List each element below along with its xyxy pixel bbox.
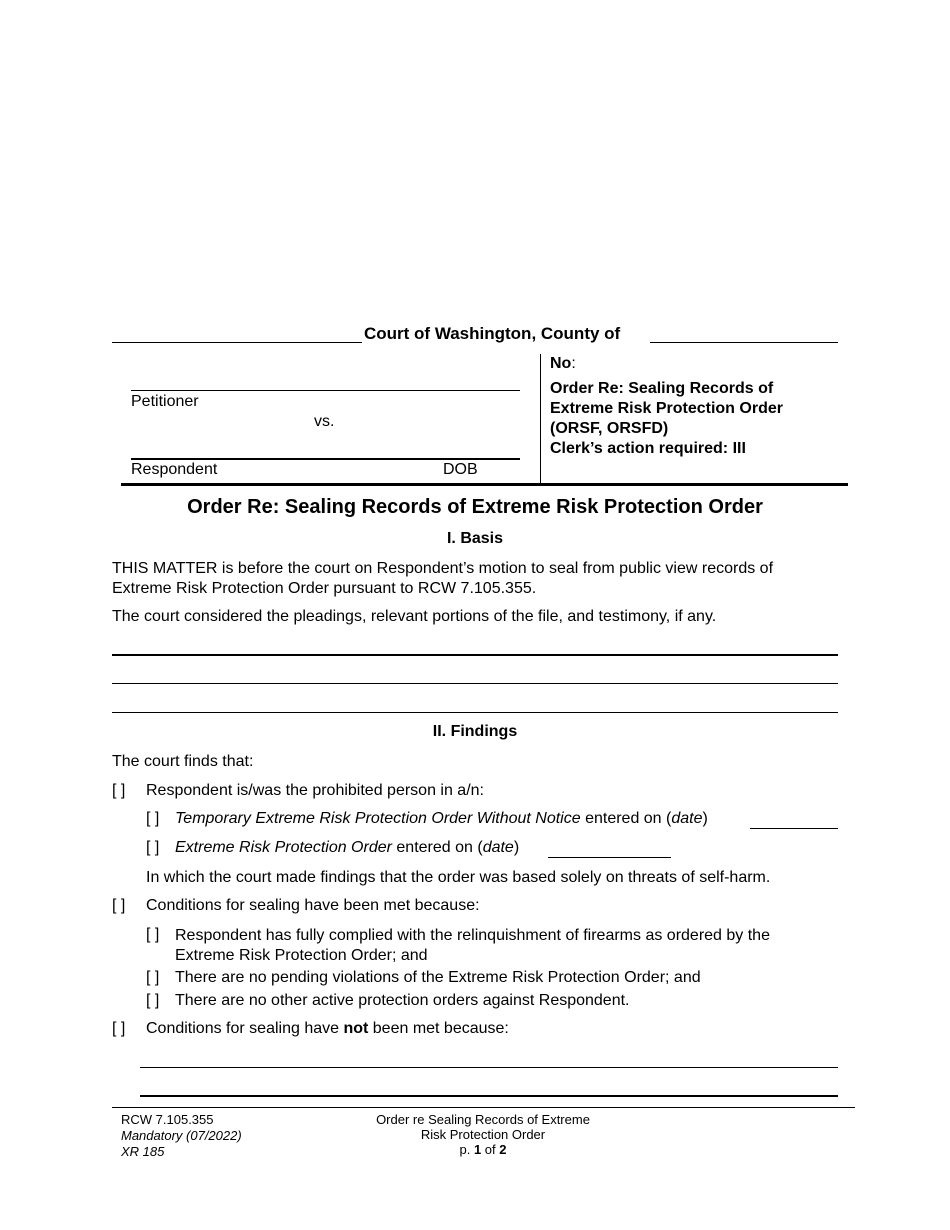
footer-form-number: XR 185 bbox=[121, 1144, 165, 1159]
basis-line2: Extreme Risk Protection Order pursuant to RCW 7.105.355. bbox=[112, 580, 537, 597]
erpo-date-word: date bbox=[482, 839, 514, 856]
no-violations-label: There are no pending violations of the Extreme Risk Protection Order; and bbox=[175, 969, 701, 986]
doc-title-line1: Order Re: Sealing Records of bbox=[550, 380, 774, 397]
clerk-action: Clerk’s action required: III bbox=[550, 440, 746, 457]
basis-blank-2[interactable] bbox=[112, 683, 838, 684]
case-number[interactable] bbox=[550, 355, 576, 373]
footer-center bbox=[333, 1112, 633, 1157]
not-met-blank-2[interactable] bbox=[140, 1095, 838, 1097]
footer-mandatory: Mandatory (07/2022) bbox=[121, 1128, 242, 1143]
temporary-erpo-close: ) bbox=[702, 810, 708, 827]
footer-page-mid: of bbox=[481, 1142, 500, 1157]
relinquishment-label bbox=[175, 926, 770, 966]
footer-rule bbox=[112, 1107, 855, 1108]
footer-title-line2: Risk Protection Order bbox=[420, 1127, 546, 1142]
doc-title-block bbox=[550, 379, 783, 459]
caption-divider bbox=[540, 354, 541, 484]
footer-rcw: RCW 7.105.355 bbox=[121, 1112, 214, 1127]
erpo-entered: entered on ( bbox=[391, 839, 483, 856]
respondent-blank[interactable] bbox=[131, 458, 520, 460]
checkbox-prohibited-person[interactable]: [ ] bbox=[112, 782, 126, 799]
relinquishment-line2: Extreme Risk Protection Order; and bbox=[175, 947, 428, 964]
caption-bottom-rule bbox=[121, 483, 848, 486]
relinquishment-line1: Respondent has fully complied with the relinquishment of firearms as ordered by the bbox=[175, 927, 770, 944]
erpo-title: Extreme Risk Protection Order bbox=[175, 839, 392, 856]
conditions-met-label: Conditions for sealing have been met because: bbox=[146, 897, 480, 914]
basis-blank-3[interactable] bbox=[112, 712, 838, 713]
temporary-erpo-entered: entered on ( bbox=[580, 810, 672, 827]
erpo-close: ) bbox=[513, 839, 520, 856]
temporary-erpo-label bbox=[175, 810, 708, 828]
prohibited-person-label: Respondent is/was the prohibited person in a/n: bbox=[146, 782, 484, 799]
not-met-blank-1[interactable] bbox=[140, 1067, 838, 1068]
temporary-erpo-date-word: date bbox=[671, 810, 703, 827]
temporary-erpo-title: Temporary Extreme Risk Protection Order Without Notice bbox=[175, 810, 581, 827]
self-harm-note: In which the court made findings that the order was based solely on threats of self-harm. bbox=[146, 869, 771, 886]
checkbox-conditions-met[interactable]: [ ] bbox=[112, 897, 126, 914]
checkbox-temporary-erpo[interactable]: [ ] bbox=[146, 810, 160, 827]
erpo-date-blank[interactable] bbox=[548, 857, 671, 858]
checkbox-relinquishment[interactable]: [ ] bbox=[146, 926, 160, 943]
findings-heading: II. Findings bbox=[432, 723, 518, 740]
basis-considered: The court considered the pleadings, relevant portions of the file, and testimony, if any. bbox=[112, 608, 717, 625]
main-title: Order Re: Sealing Records of Extreme Risk Protection Order bbox=[187, 496, 763, 518]
footer-left bbox=[121, 1112, 242, 1160]
temporary-erpo-date-blank[interactable] bbox=[750, 828, 838, 829]
respondent-label: Respondent bbox=[131, 461, 218, 478]
petitioner-label: Petitioner bbox=[131, 393, 199, 410]
doc-title-line2: Extreme Risk Protection Order bbox=[550, 400, 783, 417]
erpo-label bbox=[175, 839, 519, 857]
checkbox-no-violations[interactable]: [ ] bbox=[146, 969, 160, 986]
basis-blank-1[interactable] bbox=[112, 654, 838, 656]
checkbox-no-other-orders[interactable]: [ ] bbox=[146, 992, 160, 1009]
no-other-orders-label: There are no other active protection orders against Respondent. bbox=[175, 992, 630, 1009]
footer-page-total: 2 bbox=[499, 1142, 507, 1157]
basis-line1: THIS MATTER is before the court on Respondent’s motion to seal from public view records of bbox=[112, 560, 774, 577]
footer-page bbox=[333, 1142, 633, 1157]
basis-heading: I. Basis bbox=[446, 530, 504, 547]
conditions-not-met-bold: not bbox=[343, 1020, 369, 1037]
petitioner-blank[interactable] bbox=[131, 390, 520, 391]
footer-page-num: 1 bbox=[473, 1142, 482, 1157]
court-title: Court of Washington, County of bbox=[364, 324, 621, 343]
case-number-colon: : bbox=[571, 355, 576, 372]
doc-title-line3: (ORSF, ORSFD) bbox=[550, 420, 669, 437]
conditions-not-met-label bbox=[146, 1020, 509, 1038]
findings-intro: The court finds that: bbox=[112, 753, 254, 770]
footer-title-line1: Order re Sealing Records of Extreme bbox=[376, 1112, 590, 1127]
footer-page-pre: p. bbox=[459, 1142, 474, 1157]
vs-label: vs. bbox=[314, 413, 335, 430]
checkbox-erpo[interactable]: [ ] bbox=[146, 839, 160, 856]
county-blank-left[interactable] bbox=[112, 342, 362, 343]
dob-label: DOB bbox=[443, 461, 478, 478]
conditions-not-met-post: been met because: bbox=[368, 1020, 509, 1037]
conditions-not-met-pre: Conditions for sealing have bbox=[146, 1020, 344, 1037]
checkbox-conditions-not-met[interactable]: [ ] bbox=[112, 1020, 126, 1037]
basis-paragraph bbox=[112, 559, 773, 599]
county-blank-right[interactable] bbox=[650, 342, 838, 343]
case-number-label: No bbox=[550, 355, 572, 372]
